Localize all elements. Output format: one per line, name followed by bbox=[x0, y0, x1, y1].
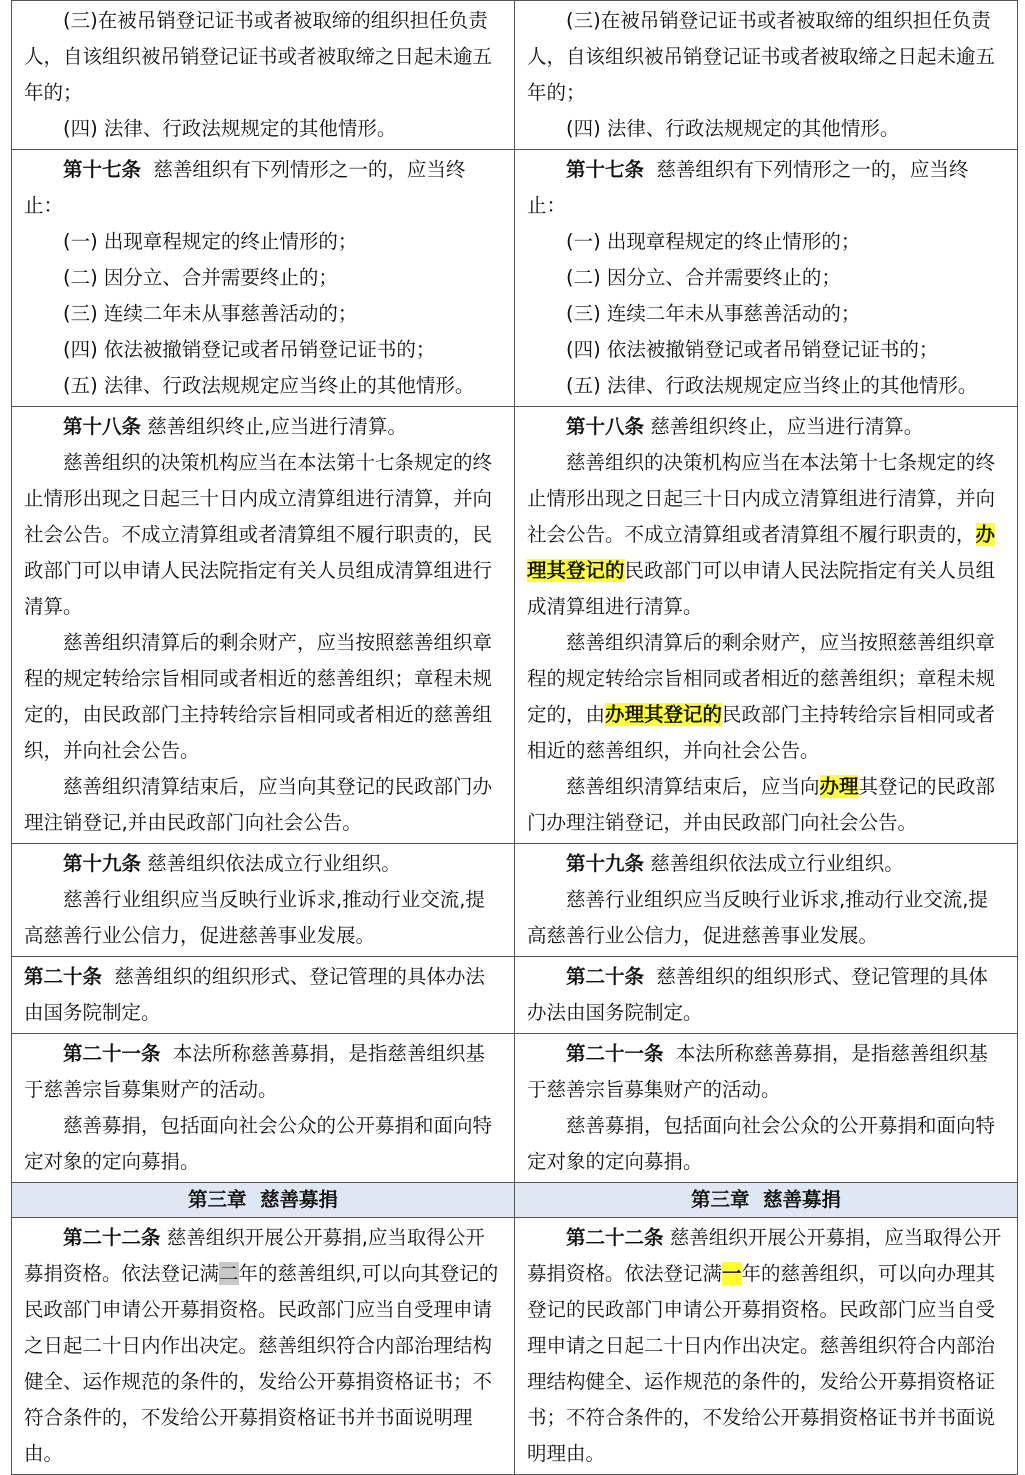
left-cell bbox=[12, 957, 515, 1034]
article-text: 本法所称慈善募捐，是指慈善组织基于慈善宗旨募集财产的活动。 bbox=[24, 1042, 485, 1101]
right-chapter-heading bbox=[515, 1183, 1018, 1218]
paragraph bbox=[527, 769, 1007, 841]
article-paragraph bbox=[527, 409, 1007, 445]
article-title: 第二十一条 bbox=[63, 1042, 161, 1065]
left-cell bbox=[12, 407, 515, 844]
paragraph: (四) 法律、行政法规规定的其他情形。 bbox=[566, 117, 900, 140]
article-paragraph bbox=[24, 846, 504, 882]
paragraph: (三)在被吊销登记证书或者被取缔的组织担任负责人，自该组织被吊销登记证书或者被取缔之日起未逾五年的； bbox=[527, 9, 996, 104]
table-row bbox=[12, 150, 1018, 407]
paragraph: 慈善组织清算结束后，应当向其登记的民政部门办理注销登记,并由民政部门向社会公告。 bbox=[24, 775, 493, 834]
list-item: (三) 连续二年未从事慈善活动的； bbox=[566, 302, 861, 325]
table-row bbox=[12, 1218, 1018, 1475]
law-comparison-table bbox=[11, 0, 1018, 1475]
article-text: 慈善组织有下列情形之一的，应当终止： bbox=[527, 158, 969, 217]
list-item: (五) 法律、行政法规规定应当终止的其他情形。 bbox=[63, 374, 475, 397]
table-row bbox=[12, 407, 1018, 844]
text-run: 慈善组织开展公开募捐，应当取得公开募捐资格。依法登记满 bbox=[527, 1226, 1002, 1285]
paragraph: 慈善组织清算后的剩余财产，应当按照慈善组织章程的规定转给宗旨相同或者相近的慈善组织；章程未规定的，由民政部门主持转给宗旨相同或者相近的慈善组织，并向社会公告。 bbox=[24, 631, 493, 762]
article-paragraph bbox=[24, 1220, 504, 1472]
list-item: (一) 出现章程规定的终止情形的； bbox=[63, 230, 358, 253]
list-item: (二) 因分立、合并需要终止的； bbox=[566, 266, 841, 289]
article-title: 第十九条 bbox=[63, 852, 142, 875]
article-paragraph bbox=[527, 152, 1007, 224]
marked-change: 二 bbox=[219, 1262, 239, 1285]
text-run: 慈善组织开展公开募捐,应当取得公开募捐资格。依法登记满 bbox=[24, 1226, 485, 1285]
right-cell bbox=[515, 1, 1018, 150]
table-row bbox=[12, 957, 1018, 1034]
right-cell bbox=[515, 844, 1018, 957]
article-paragraph bbox=[527, 1036, 1007, 1108]
article-title: 第十八条 bbox=[63, 415, 142, 438]
left-chapter-heading bbox=[12, 1183, 515, 1218]
article-title: 第十九条 bbox=[566, 852, 645, 875]
text-run: 慈善组织清算后的剩余财产，应当按照慈善组织章程的规定转给宗旨相同或者相近的慈善组织；章程未规定的，由 bbox=[527, 631, 996, 726]
list-item: (五) 法律、行政法规规定应当终止的其他情形。 bbox=[566, 374, 978, 397]
article-text: 慈善组织的组织形式、登记管理的具体办法由国务院制定。 bbox=[527, 965, 988, 1024]
list-item: (一) 出现章程规定的终止情形的； bbox=[566, 230, 861, 253]
paragraph: (三)在被吊销登记证书或者被取缔的组织担任负责人，自该组织被吊销登记证书或者被取缔之日起未逾五年的； bbox=[24, 9, 493, 104]
article-text: 慈善组织终止，应当进行清算。 bbox=[644, 415, 924, 438]
article-title: 第二十二条 bbox=[63, 1226, 161, 1249]
article-paragraph bbox=[527, 1220, 1007, 1472]
highlighted-change: 一 bbox=[722, 1262, 742, 1285]
chapter-title: 第三章 慈善募捐 bbox=[690, 1188, 842, 1211]
article-title: 第十七条 bbox=[63, 158, 142, 181]
article-title: 第二十条 bbox=[566, 965, 645, 988]
list-item: (三) 连续二年未从事慈善活动的； bbox=[63, 302, 358, 325]
article-paragraph bbox=[24, 152, 504, 224]
paragraph: 慈善募捐，包括面向社会公众的公开募捐和面向特定对象的定向募捐。 bbox=[24, 1114, 493, 1173]
article-text: 慈善组织的组织形式、登记管理的具体办法由国务院制定。 bbox=[24, 965, 485, 1024]
right-cell bbox=[515, 1218, 1018, 1475]
highlighted-change: 办理其登记的 bbox=[605, 703, 723, 726]
article-text: 本法所称慈善募捐，是指慈善组织基于慈善宗旨募集财产的活动。 bbox=[527, 1042, 988, 1101]
table-row bbox=[12, 1034, 1018, 1183]
article-text: 慈善组织终止,应当进行清算。 bbox=[141, 415, 407, 438]
article-text: 慈善组织有下列情形之一的，应当终止： bbox=[24, 158, 466, 217]
text-run: 其登记的民政部门办理注销登记，并由民政部门向社会公告。 bbox=[527, 775, 996, 834]
article-text: 慈善组织依法成立行业组织。 bbox=[141, 852, 401, 875]
left-cell bbox=[12, 1218, 515, 1475]
article-paragraph bbox=[24, 409, 504, 445]
right-cell bbox=[515, 150, 1018, 407]
left-cell bbox=[12, 1, 515, 150]
paragraph: 慈善行业组织应当反映行业诉求,推动行业交流,提高慈善行业公信力，促进慈善事业发展。 bbox=[24, 888, 485, 947]
chapter-heading-row bbox=[12, 1183, 1018, 1218]
article-paragraph bbox=[527, 959, 1007, 1031]
article-title: 第十七条 bbox=[566, 158, 645, 181]
left-cell bbox=[12, 150, 515, 407]
table-row bbox=[12, 844, 1018, 957]
text-run: 年的慈善组织，可以向办理其登记的民政部门申请公开募捐资格。民政部门应当自受理申请之日起二十日内作出决定。慈善组织符合内部治理结构健全、运作规范的条件的，发给公开募捐资格证书；不符合条件的，不发给公开募捐资格证书并书面说明理由。 bbox=[527, 1262, 996, 1465]
article-title: 第二十条 bbox=[24, 965, 103, 988]
article-paragraph bbox=[527, 846, 1007, 882]
paragraph: 慈善募捐，包括面向社会公众的公开募捐和面向特定对象的定向募捐。 bbox=[527, 1114, 996, 1173]
article-title: 第二十一条 bbox=[566, 1042, 664, 1065]
list-item: (四) 依法被撤销登记或者吊销登记证书的； bbox=[566, 338, 939, 361]
article-paragraph bbox=[24, 1036, 504, 1108]
left-cell bbox=[12, 1034, 515, 1183]
article-title: 第二十二条 bbox=[566, 1226, 664, 1249]
text-run: 慈善组织清算结束后，应当向 bbox=[566, 775, 820, 798]
article-paragraph bbox=[24, 959, 504, 1031]
chapter-title: 第三章 慈善募捐 bbox=[187, 1188, 339, 1211]
left-cell bbox=[12, 844, 515, 957]
paragraph: 慈善组织的决策机构应当在本法第十七条规定的终止情形出现之日起三十日内成立清算组进行清算，并向社会公告。不成立清算组或者清算组不履行职责的，民政部门可以申请人民法院指定有关人员组成清算组进行清算。 bbox=[24, 451, 493, 618]
highlighted-change: 办理 bbox=[819, 775, 859, 798]
paragraph: 慈善行业组织应当反映行业诉求,推动行业交流,提高慈善行业公信力，促进慈善事业发展。 bbox=[527, 888, 988, 947]
paragraph bbox=[527, 625, 1007, 769]
paragraph bbox=[527, 445, 1007, 625]
paragraph: (四) 法律、行政法规规定的其他情形。 bbox=[63, 117, 397, 140]
text-run: 民政部门可以申请人民法院指定有关人员组成清算组进行清算。 bbox=[527, 559, 996, 618]
list-item: (二) 因分立、合并需要终止的； bbox=[63, 266, 338, 289]
text-run: 民政部门主持转给宗旨相同或者相近的慈善组织，并向社会公告。 bbox=[527, 703, 996, 762]
text-run: 慈善组织的决策机构应当在本法第十七条规定的终止情形出现之日起三十日内成立清算组进行清算，并向社会公告。不成立清算组或者清算组不履行职责的， bbox=[527, 451, 996, 546]
highlighted-change: 办理其登记的 bbox=[527, 523, 996, 582]
right-cell bbox=[515, 957, 1018, 1034]
article-title: 第十八条 bbox=[566, 415, 645, 438]
table-row bbox=[12, 1, 1018, 150]
right-cell bbox=[515, 407, 1018, 844]
text-run: 年的慈善组织,可以向其登记的民政部门申请公开募捐资格。民政部门应当自受理申请之日起二十日内作出决定。慈善组织符合内部治理结构健全、运作规范的条件的，发给公开募捐资格证书；不符合条件的，不发给公开募捐资格证书并书面说明理由。 bbox=[24, 1262, 499, 1465]
article-text: 慈善组织依法成立行业组织。 bbox=[644, 852, 904, 875]
right-cell bbox=[515, 1034, 1018, 1183]
list-item: (四) 依法被撤销登记或者吊销登记证书的； bbox=[63, 338, 436, 361]
